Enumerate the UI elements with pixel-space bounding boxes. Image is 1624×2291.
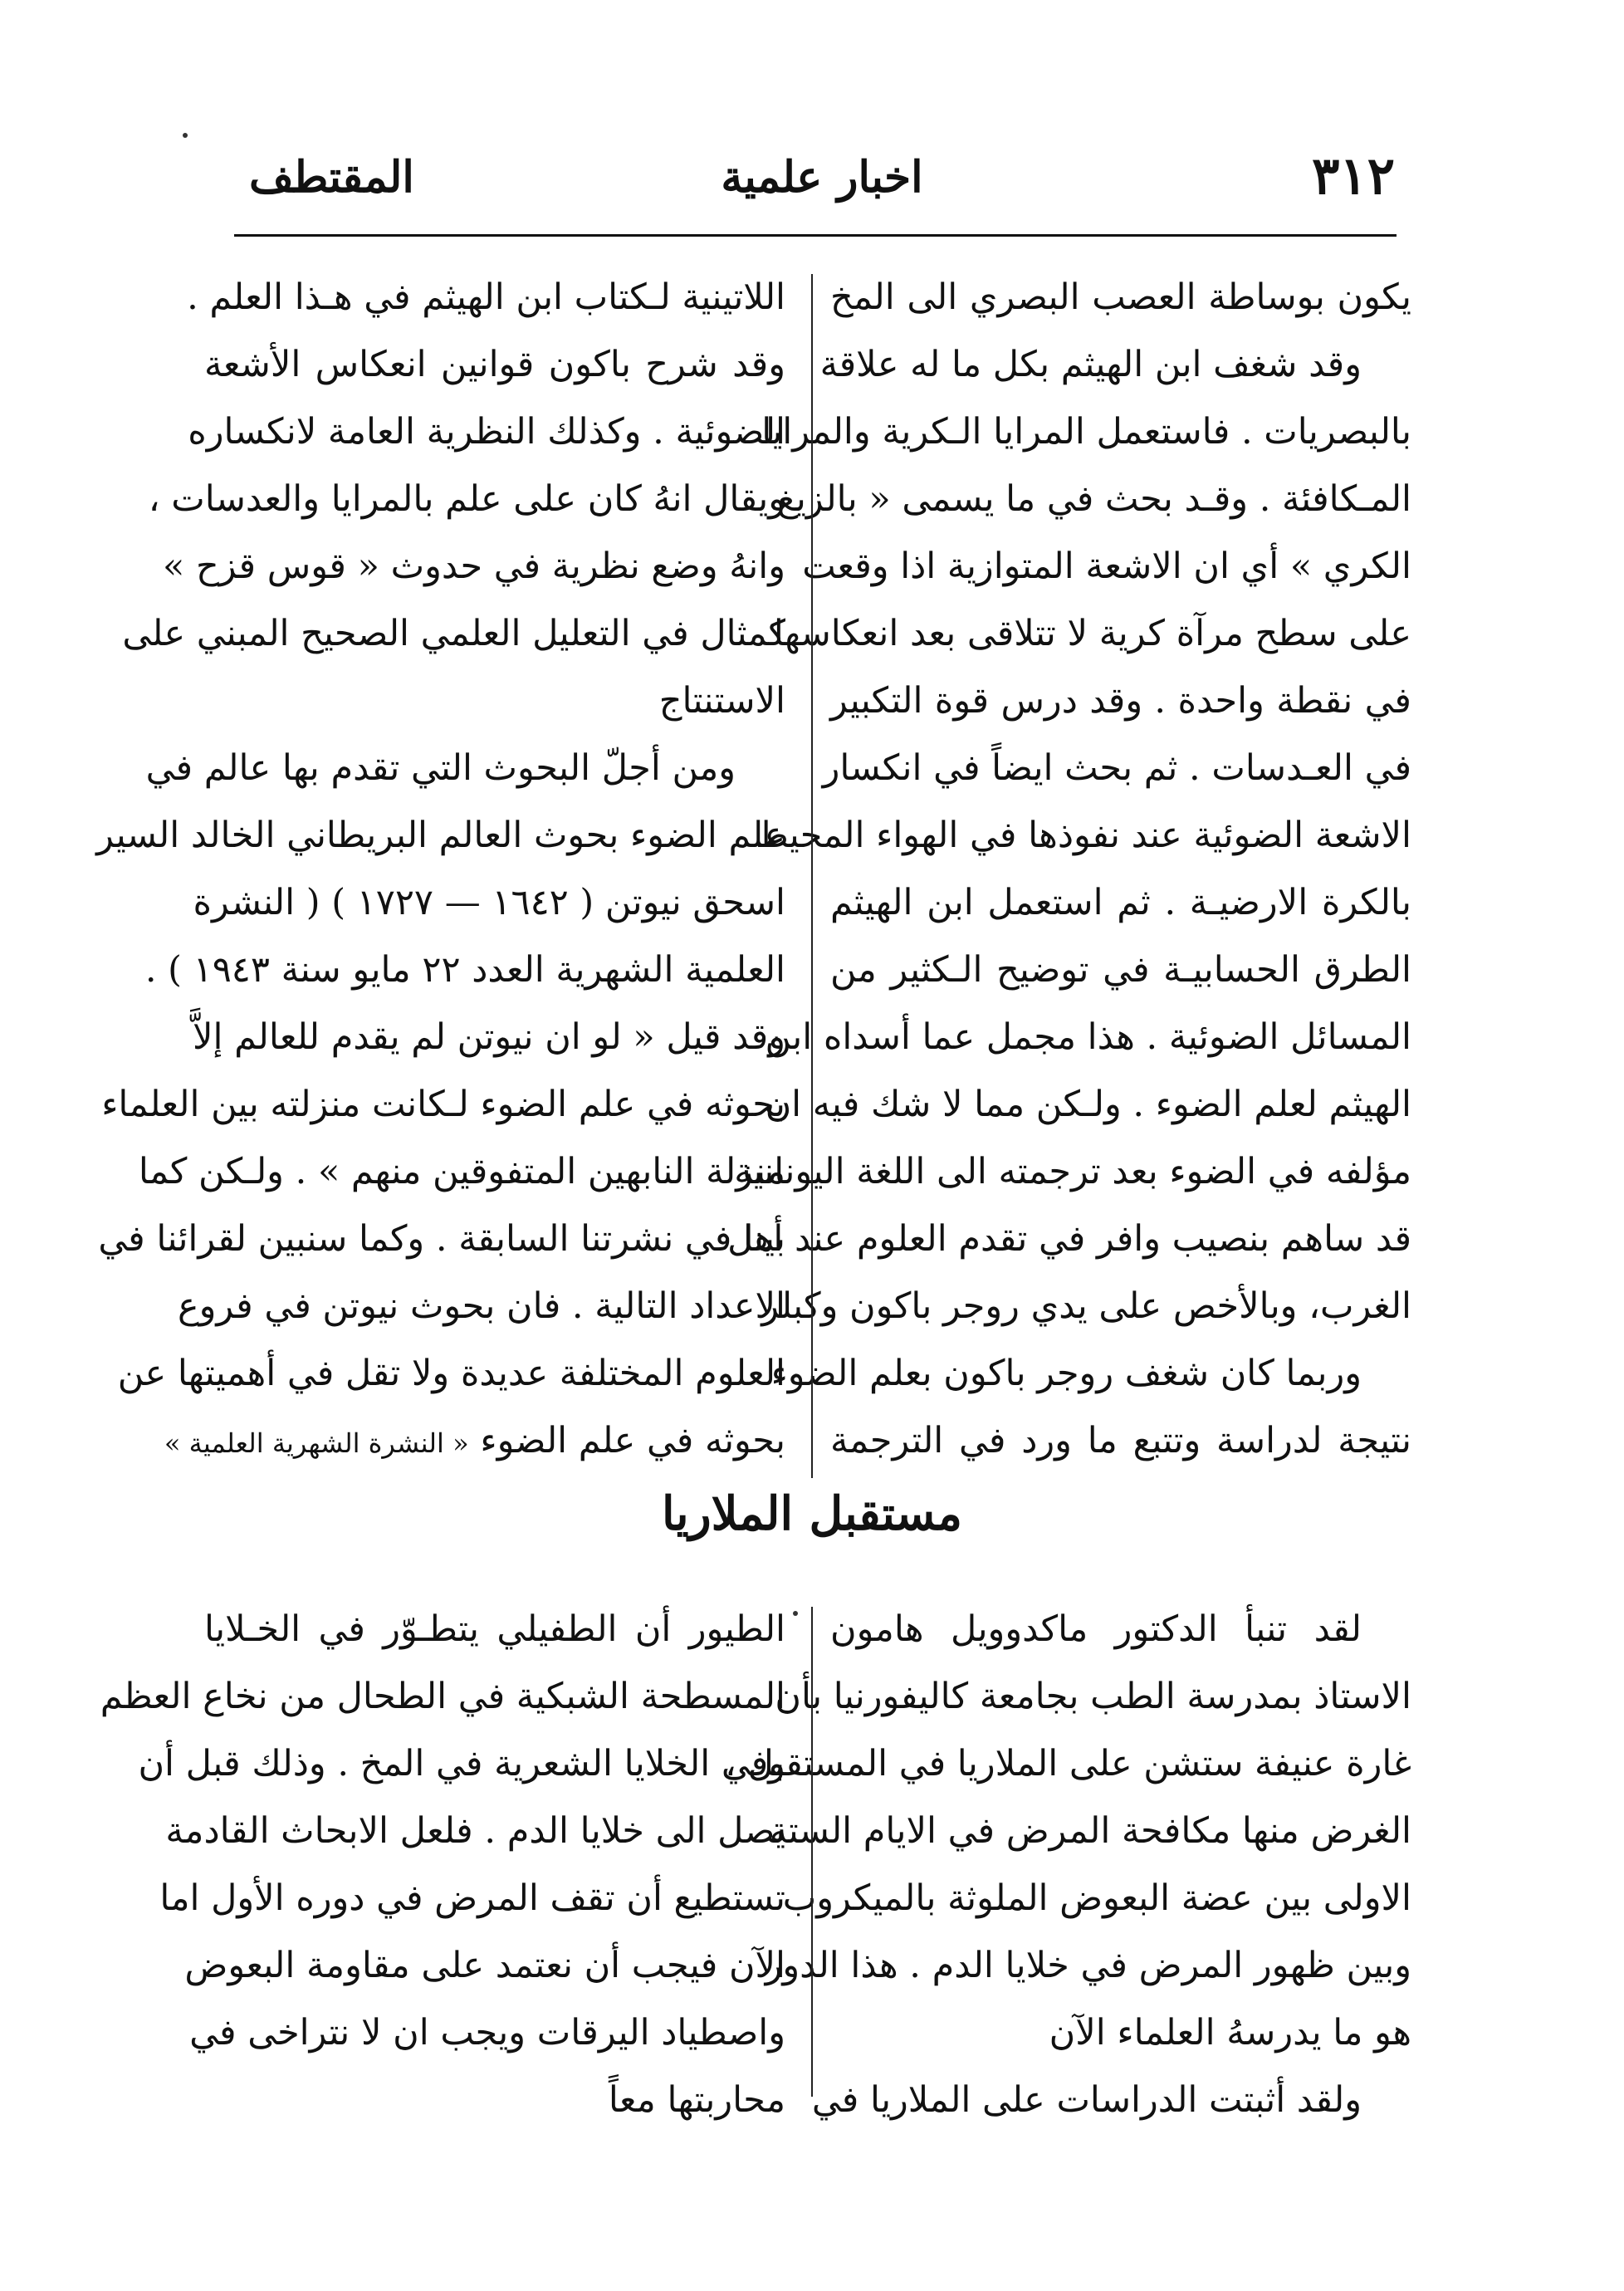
text-line: غارة عنيفة ستشن على الملاريا في المستقبل ، [724,1743,1411,1784]
text-line: ومن أجلّ البحوث التي تقدم بها عالم في [145,747,736,789]
text-line: بحوثه في علم الضوء لـكانت منزلته بين العلماء [101,1084,785,1125]
text-line: اللاتينية لـكتاب ابن الهيثم في هـذا العلم . [187,277,785,318]
running-header [249,145,1395,212]
text-line: الطيور أن الطفيلي يتطـوّر في الخـلايا [204,1608,785,1650]
text-line: الاولى بين عضة البعوض الملوثة بالميكروب [782,1877,1411,1919]
text-line: منزلة النابهين المتفوقين منهم » . ولـكن كما [138,1151,785,1192]
text-line: وفي الخلايا الشعرية في المخ . وذلك قبل أن [138,1743,785,1784]
top-right-column [727,264,1411,1475]
text-line: يكون بوساطة العصب البصري الى المخ [830,277,1411,318]
text-line: واصطياد اليرقات ويجب ان لا نتراخى في [189,2012,785,2054]
text-line: وبين ظهور المرض في خلايا الدم . هذا الدور [765,1945,1411,1986]
text-line: الهيثم لعلم الضوء . ولـكن مما لا شك فيه ان [765,1084,1411,1125]
text-line: نتيجة لدراسة وتتبع ما ورد في الترجمة [830,1420,1411,1461]
text-line: بالبصريات . فاستعمل المرايا الـكرية والمرايا [761,411,1411,453]
text-line: وقد قيل « لو ان نيوتن لم يقدم للعالم إلاَّ [192,1016,785,1058]
text-line: مؤلفه في الضوء بعد ترجمته الى اللغة اليونانية [734,1151,1411,1192]
text-line: ويقال انهُ كان على علم بالمرايا والعدسات ، [148,478,785,520]
text-line: الاستنتاج [658,680,785,722]
text-line: اسحق نيوتن ( ١٦٤٢ — ١٧٢٧ ) ( النشرة [193,882,785,923]
text-line: على سطح مرآة كرية لا تتلاقى بعد انعكاسها [773,613,1411,654]
text-line: ولقد أثبتت الدراسات على الملاريا في [811,2079,1362,2121]
text-line: هو ما يدرسهُ العلماء الآن [1049,2012,1411,2054]
section-title: مستقبل الملاريا [661,1486,963,1541]
column-divider [811,1607,813,2097]
text-line: المسطحة الشبكية في الطحال من نخاع العظم [100,1676,785,1717]
text-segment: لقد تنبأ الدكتور ماكدوويل هامون [830,1608,1362,1650]
text-line: المـكافئة . وقـد بحث في ما يسمى « بالزيغ [776,478,1411,520]
citation: « النشرة الشهرية العلمية » [164,1427,469,1459]
header-rule [234,234,1397,237]
text-line: يصل الى خلايا الدم . فلعل الابحاث القادمة [165,1810,785,1852]
top-left-column [96,264,785,1475]
bottom-right-column [724,1596,1411,2134]
text-line: في العـدسات . ثم بحث ايضاً في انكسار [822,747,1411,789]
text-line: علم الضوء بحوث العالم البريطاني الخالد السير [96,815,785,856]
text-line: قد ساهم بنصيب وافر في تقدم العلوم عند أهل [727,1218,1411,1260]
text-line [830,1596,1411,1663]
text-line: الغرض منها مكافحة المرض في الايام الستة [769,1810,1411,1852]
text-line: بالكرة الارضيـة . ثم استعمل ابن الهيثم [830,882,1411,923]
scan-speck [793,1611,798,1616]
text-line: محاربتها معاً [608,2079,785,2121]
text-line: في نقطة واحدة . وقد درس قوة التكبير [830,680,1411,722]
text-line: تستطيع أن تقف المرض في دوره الأول اما [159,1877,785,1919]
column-divider [811,274,813,1478]
page-number: ٣١٢ [1312,145,1395,206]
text-line: وقد شرح باكون قوانين انعكاس الأشعة [204,344,785,385]
text-line [164,1407,785,1475]
text-line: كمثال في التعليل العلمي الصحيح المبني على [122,613,785,654]
journal-title: المقتطف [249,152,414,203]
text-line: الكري » أي ان الاشعة المتوازية اذا وقعت [802,546,1411,587]
scan-speck [183,133,188,138]
section-header: اخبار علمية [721,152,923,203]
text-line: الآن فيجب أن نعتمد على مقاومة البعوض [184,1945,785,1986]
text-line: وانهُ وضع نظرية في حدوث « قوس قزح » [163,546,785,587]
text-line: العلوم المختلفة عديدة ولا تقل في أهميتها عن [117,1353,785,1394]
text-line: الطرق الحسابيـة في توضيح الـكثير من [830,949,1411,991]
text-line: المسائل الضوئية . هذا مجمل عما أسداه ابن [765,1016,1411,1058]
text-line: العلمية الشهرية العدد ٢٢ مايو سنة ١٩٤٣ ) . [144,949,785,991]
text-line: الغرب، وبالأخص على يدي روجر باكون وكبلر [761,1285,1411,1327]
text-line: الاشعة الضوئية عند نفوذها في الهواء المحيط [755,815,1411,856]
text-line: الاعداد التالية . فان بحوث نيوتن في فروع [177,1285,785,1327]
text-line: الضوئية . وكذلك النظرية العامة لانكساره [188,411,785,453]
text-line: الاستاذ بمدرسة الطب بجامعة كاليفورنيا بأن [775,1676,1411,1717]
text-line: وربما كان شغف روجر باكون بعلم الضوء [770,1353,1362,1394]
text-segment: بحوثه في علم الضوء [480,1420,785,1461]
bottom-left-column [100,1596,785,2134]
text-line: وقد شغف ابن الهيثم بكل ما له علاقة [819,344,1362,385]
text-line: بينا في نشرتنا السابقة . وكما سنبين لقرائنا في [98,1218,785,1260]
